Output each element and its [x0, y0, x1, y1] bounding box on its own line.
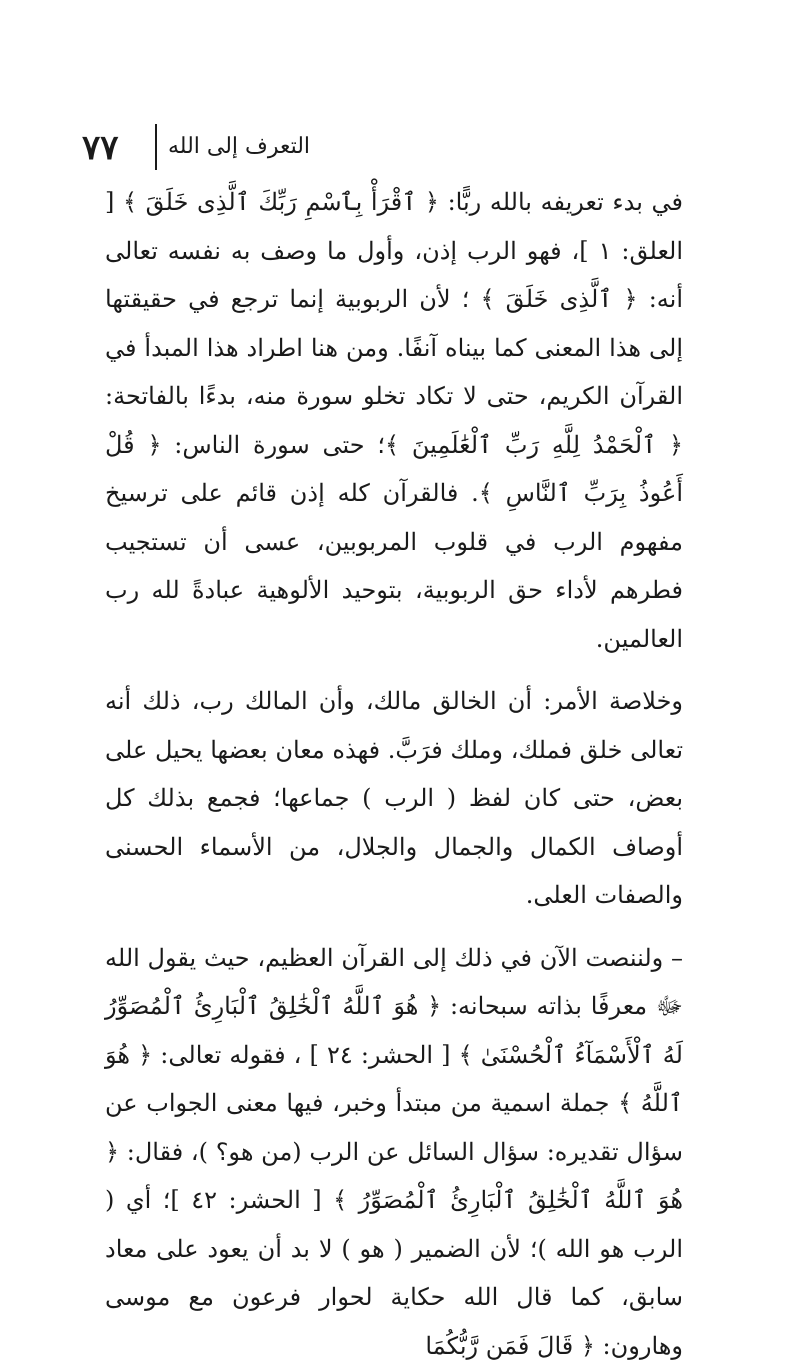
page-number: ٧٧ [82, 128, 119, 168]
paragraph-2: وخلاصة الأمر: أن الخالق مالك، وأن المالك رب، ذلك أنه تعالى خلق فملك، وملك فرَبَّ. فهذه معان بعضها يحيل على بعض، حتى كان لفظ ( الرب ) جماعها؛ فجمع بذلك كل أوصاف الكمال والجمال والجلال، من الأسماء الحسنى والصفات العلى. [105, 677, 683, 920]
paragraph-1: في بدء تعريفه بالله ربًّا: ﴿ ٱقْرَأْ بِٱسْمِ رَبِّكَ ٱلَّذِى خَلَقَ ﴾ [ العلق: ١ ]، فهو الرب إذن، وأول ما وصف به نفسه تعالى أنه: ﴿ ٱلَّذِى خَلَقَ ﴾ ؛ لأن الربوبية إنما ترجع في حقيقتها إلى هذا المعنى كما بيناه آنفًا. ومن هنا اطراد هذا المبدأ في القرآن الكريم، حتى لا تكاد تخلو سورة منه، بدءًا بالفاتحة: ﴿ ٱلْحَمْدُ لِلَّهِ رَبِّ ٱلْعَٰلَمِينَ ﴾؛ حتى سورة الناس: ﴿ قُلْ أَعُوذُ بِرَبِّ ٱلنَّاسِ ﴾. فالقرآن كله إذن قائم على ترسيخ مفهوم الرب في قلوب المربوبين، عسى أن تستجيب فطرهم لأداء حق الربوبية، بتوحيد الألوهية عبادةً لله رب العالمين. [105, 178, 683, 663]
page-header [0, 120, 787, 170]
running-title: التعرف إلى الله [168, 134, 310, 159]
paragraph-3: – ولننصت الآن في ذلك إلى القرآن العظيم، حيث يقول الله ﷻ معرفًا بذاته سبحانه: ﴿ هُوَ ٱللَّهُ ٱلْخَٰلِقُ ٱلْبَارِئُ ٱلْمُصَوِّرُ لَهُ ٱلْأَسْمَآءُ ٱلْحُسْنَىٰ ﴾ [ الحشر: ٢٤ ] ، فقوله تعالى: ﴿ هُوَ ٱللَّهُ ﴾ جملة اسمية من مبتدأ وخبر، فيها معنى الجواب عن سؤال تقديره: سؤال السائل عن الرب (من هو؟ )، فقال: ﴿ هُوَ ٱللَّهُ ٱلْخَٰلِقُ ٱلْبَارِئُ ٱلْمُصَوِّرُ ﴾ [ الحشر: ٤٢ ]؛ أي ( الرب هو الله )؛ لأن الضمير ( هو ) لا بد أن يعود على معاد سابق، كما قال الله حكاية لحوار فرعون مع موسى وهارون: ﴿ قَالَ فَمَن رَّبُّكُمَا [105, 934, 683, 1370]
body-text [105, 178, 683, 1370]
header-divider [155, 124, 157, 170]
